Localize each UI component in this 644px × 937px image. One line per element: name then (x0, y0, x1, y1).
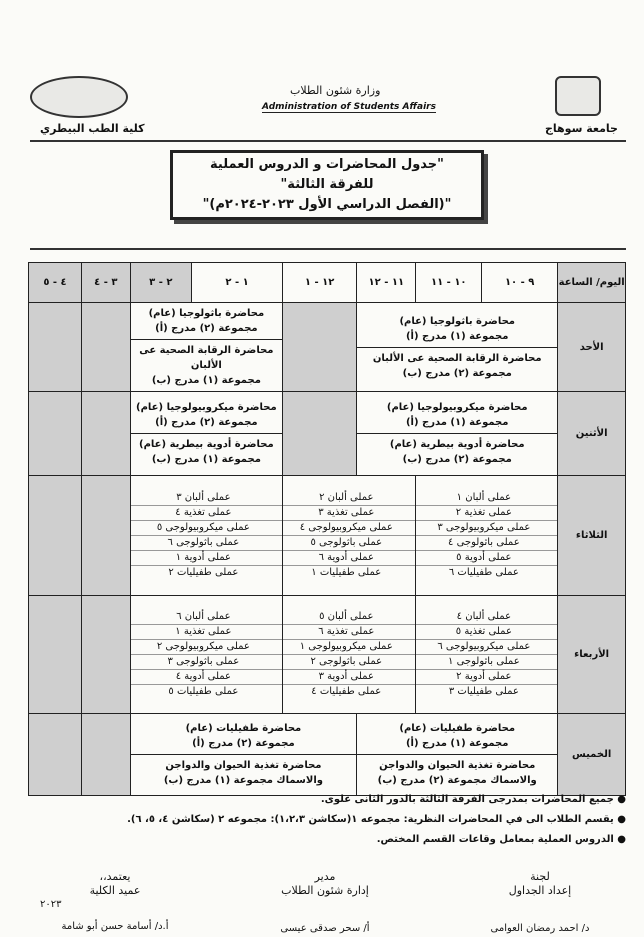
empty-cell (29, 392, 82, 476)
lecture-group: مجموعة (١) مدرج (أ) (405, 738, 509, 749)
lecture-group: مجموعة (١) مدرج (أ) (405, 330, 509, 342)
lecture-group: مجموعة (١) مدرج (ب) (151, 454, 261, 465)
tuesday-labs-col1 (416, 476, 558, 596)
faculty-logo-icon (30, 76, 128, 118)
lab-item: عملى تغذية ٥ (416, 625, 557, 640)
header-divider (30, 140, 626, 142)
sunday-morning-lectures (357, 303, 558, 392)
lab-item: عملى أدوية ٢ (416, 670, 557, 685)
time-cell: ١٢ - ١ (283, 263, 357, 303)
lab-item: عملى أدوية ٦ (283, 551, 415, 566)
lecture-title: محاضرة الرقابة الصحية عى الألبان (372, 352, 542, 364)
lab-item: عملى طفيليات ٣ (448, 686, 519, 697)
lab-item: عملى طفيليات ٥ (168, 686, 239, 697)
ministry-arabic: وزارة شئون الطلاب (290, 84, 381, 97)
thursday-noon-lectures (130, 714, 357, 796)
day-monday: الأثنين (558, 392, 626, 476)
thursday-morning-lectures (357, 714, 558, 796)
lab-item: عملى باثولوجى ٢ (283, 655, 415, 670)
signature-dean (40, 870, 190, 934)
lecture-title: محاضرة ميكروبيولوجيا (عام) (386, 402, 528, 413)
lecture-group: مجموعة (١) مدرج (أ) (405, 417, 509, 428)
university-logo-icon (555, 76, 601, 116)
title-box (170, 150, 484, 220)
note-item: ● يقسم الطلاب الى في المحاضرات النظرية: مجموعه ١(سكاشن ١،٢،٣): مجموعه ٢ (سكاشن ٤، ٥، ٦). (127, 814, 626, 825)
title-line-3: "(الفصل الدراسي الأول ٢٠٢٣-٢٠٢٤م)" (202, 197, 452, 212)
signature-student-affairs (265, 870, 385, 936)
wednesday-labs-col1 (416, 596, 558, 714)
time-cell: ١ - ٢ (192, 263, 283, 303)
tuesday-labs-col3 (130, 476, 282, 596)
note-item: ● جميع المحاضرات بمدرجى الفرقة الثالثة بالدور الثانى علوى. (320, 794, 626, 805)
lab-item: عملى طفيليات ١ (311, 567, 382, 578)
lab-item: عملى ألبان ١ (416, 491, 557, 506)
signature-title: لجنة (530, 870, 550, 883)
lecture-group: مجموعة (٢) مدرج (أ) (155, 417, 258, 428)
lab-item: عملى طفيليات ٤ (311, 686, 382, 697)
day-wednesday: الأربعاء (558, 596, 626, 714)
lab-item: عملى أدوية ٥ (416, 551, 557, 566)
empty-cell (81, 596, 130, 714)
time-cell: ١١ - ١٢ (357, 263, 416, 303)
note-text: يقسم الطلاب الى في المحاضرات النظرية: مجموعه ١(سكاشن ١،٢،٣): مجموعه ٢ (سكاشن ٤، ٥، ٦). (127, 814, 614, 825)
lab-item: عملى أدوية ٣ (283, 670, 415, 685)
notes-list (30, 790, 626, 850)
schedule-table (28, 262, 626, 796)
lecture-title: محاضرة أدوية بيطرية (عام) (389, 439, 525, 450)
title-line-2: للفرقة الثالثة" (280, 177, 374, 192)
lab-item: عملى ألبان ٥ (283, 610, 415, 625)
sunday-noon-lectures (130, 303, 282, 392)
lab-item: عملى ميكروبيولوجى ٦ (416, 640, 557, 655)
lecture-title: محاضرة تغذية الحيوان والدواجن (165, 760, 322, 771)
note-text: جميع المحاضرات بمدرجى الفرقة الثالثة بالدور الثانى علوى. (320, 794, 614, 805)
time-cell: ١٠ - ١١ (416, 263, 482, 303)
signature-name: أ.د/ أسامة حسن أبو شامة (61, 921, 169, 932)
lecture-title: محاضرة ميكروبيولوجيا (عام) (136, 402, 277, 413)
signature-title: يعتمد،، (99, 870, 131, 883)
note-text: الدروس العملية بمعامل وقاعات القسم المختص. (376, 834, 614, 845)
time-cell: ٩ - ١٠ (482, 263, 558, 303)
lab-item: عملى تغذية ٦ (283, 625, 415, 640)
break-cell (283, 303, 357, 392)
row-sunday (29, 303, 626, 392)
lab-item: عملى ألبان ٣ (131, 491, 282, 506)
ministry-english: Administration of Students Affairs (262, 102, 436, 112)
monday-morning-lectures (357, 392, 558, 476)
lab-item: عملى ألبان ٤ (416, 610, 557, 625)
title-divider (30, 248, 626, 250)
title-line-1: "جدول المحاضرات و الدروس العملية (210, 157, 444, 172)
signature-title: إعداد الجداول (508, 884, 572, 897)
empty-cell (29, 596, 82, 714)
time-header-row (29, 263, 626, 303)
lecture-title: محاضرة طفيليات (عام) (399, 723, 516, 734)
wednesday-labs-col3 (130, 596, 282, 714)
signature-title: مدير (314, 870, 336, 883)
monday-noon-lectures (130, 392, 282, 476)
faculty-name: كلية الطب البيطري (40, 122, 145, 135)
day-thursday: الخميس (558, 714, 626, 796)
signature-title: إدارة شئون الطلاب (281, 884, 369, 897)
lab-item: عملى طفيليات ٦ (448, 567, 519, 578)
wednesday-labs-col2 (283, 596, 416, 714)
time-cell: ٢ - ٣ (130, 263, 191, 303)
tuesday-labs-col2 (283, 476, 416, 596)
lecture-group: مجموعة (٢) مدرج (ب) (402, 454, 512, 465)
signature-name: د/ احمد رمضان العوامى (490, 923, 590, 934)
signature-date: ٢٠٢٣ (40, 899, 62, 910)
lab-item: عملى أدوية ١ (131, 551, 282, 566)
lecture-title: محاضرة طفيليات (عام) (185, 723, 302, 734)
signature-title: عميد الكلية (89, 884, 141, 897)
signature-schedules-committee (480, 870, 600, 936)
empty-cell (29, 303, 82, 392)
break-cell (283, 392, 357, 476)
day-tuesday: الثلاثاء (558, 476, 626, 596)
lecture-title: محاضرة الرقابة الصحية عى الألبان (139, 345, 274, 371)
note-item: ● الدروس العملية بمعامل وقاعات القسم المختص. (376, 834, 626, 845)
lecture-group: مجموعة (١) مدرج (ب) (151, 375, 261, 386)
empty-cell (81, 476, 130, 596)
empty-cell (81, 303, 130, 392)
lab-item: عملى باثولوجى ٦ (131, 536, 282, 551)
lab-item: عملى تغذية ٣ (283, 506, 415, 521)
lecture-group: مجموعة (٢) مدرج (ب) (402, 367, 512, 379)
lab-item: عملى تغذية ١ (131, 625, 282, 640)
lecture-title: محاضرة أدوية بيطرية (عام) (139, 439, 274, 450)
empty-cell (81, 714, 130, 796)
lecture-group: مجموعة (٢) مدرج (أ) (155, 323, 258, 334)
lecture-title: محاضرة باثولوجيا (عام) (148, 308, 265, 319)
time-cell: ٣ - ٤ (81, 263, 130, 303)
row-wednesday (29, 596, 626, 714)
lab-item: عملى ميكروبيولوجى ٤ (283, 521, 415, 536)
lecture-group: مجموعة (٢) مدرج (أ) (192, 738, 295, 749)
day-sunday: الأحد (558, 303, 626, 392)
university-name: جامعة سوهاج (545, 122, 618, 135)
lecture-group: والاسماك مجموعة (١) مدرج (ب) (163, 775, 323, 786)
lecture-title: محاضرة تغذية الحيوان والدواجن (379, 760, 536, 771)
lab-item: عملى ميكروبيولوجى ٥ (131, 521, 282, 536)
signature-name: أ/ سحر صدقى عيسى (280, 923, 370, 934)
corner-cell: اليوم/ الساعة (558, 263, 626, 303)
lab-item: عملى ميكروبيولوجى ٢ (131, 640, 282, 655)
lab-item: عملى باثولوجى ٤ (416, 536, 557, 551)
lab-item: عملى باثولوجى ٥ (283, 536, 415, 551)
lecture-title: محاضرة باثولوجيا (عام) (399, 315, 515, 327)
lecture-group: والاسماك مجموعة (٢) مدرج (ب) (377, 775, 537, 786)
lab-item: عملى باثولوجى ١ (416, 655, 557, 670)
lab-item: عملى تغذية ٤ (131, 506, 282, 521)
lab-item: عملى طفيليات ٢ (168, 567, 239, 578)
lab-item: عملى ألبان ٢ (283, 491, 415, 506)
time-cell: ٤ - ٥ (29, 263, 82, 303)
empty-cell (29, 714, 82, 796)
lab-item: عملى ألبان ٦ (131, 610, 282, 625)
row-tuesday (29, 476, 626, 596)
row-monday (29, 392, 626, 476)
lab-item: عملى باثولوجى ٣ (131, 655, 282, 670)
lab-item: عملى تغذية ٢ (416, 506, 557, 521)
lab-item: عملى أدوية ٤ (131, 670, 282, 685)
empty-cell (81, 392, 130, 476)
lab-item: عملى ميكروبيولوجى ١ (283, 640, 415, 655)
empty-cell (29, 476, 82, 596)
row-thursday (29, 714, 626, 796)
lab-item: عملى ميكروبيولوجى ٣ (416, 521, 557, 536)
